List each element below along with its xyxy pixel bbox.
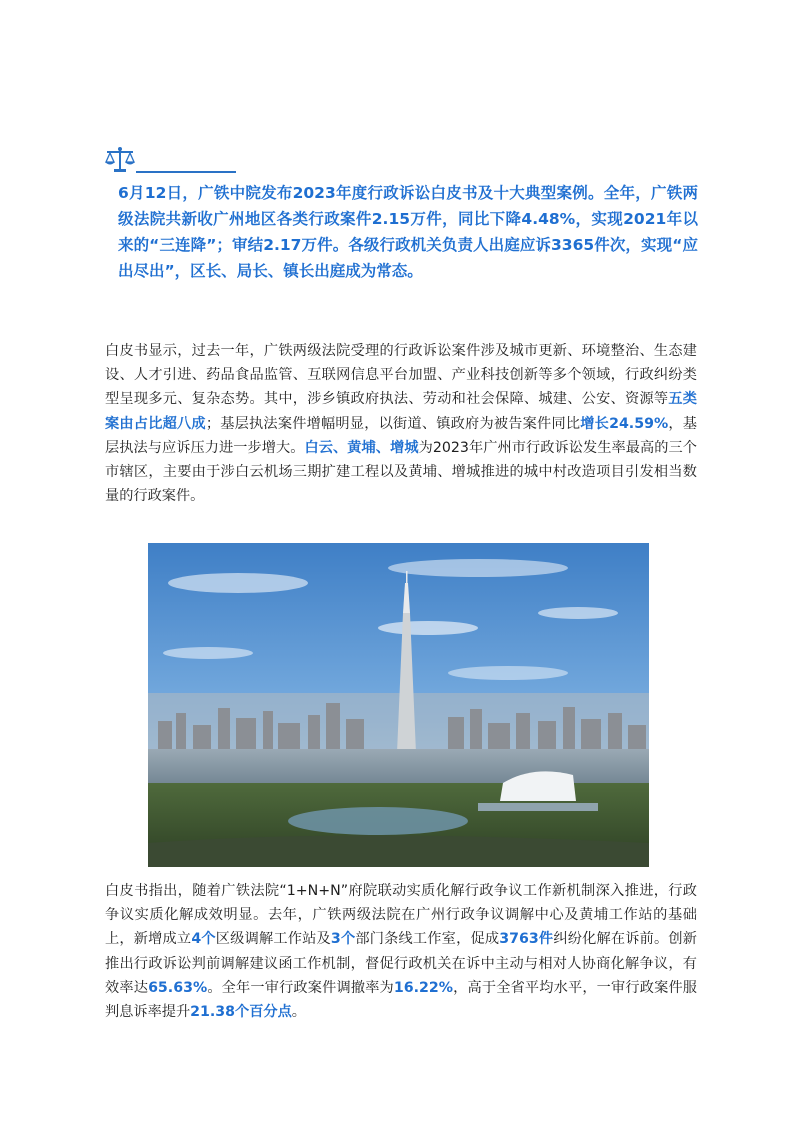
para2-highlight-4: 65.63%	[148, 979, 208, 996]
para1-text-2: ；基层执法案件增幅明显，以街道、镇政府为被告案件同比	[205, 415, 581, 432]
city-skyline-photo	[148, 543, 649, 867]
header-rule	[136, 171, 236, 173]
para2-text-2: 区级调解工作站及	[215, 931, 331, 948]
para2-text-3: 部门条线工作室，促成	[355, 931, 500, 948]
para2-highlight-2: 3个	[330, 931, 356, 948]
para2-highlight-6: 21.38个百分点	[190, 1004, 292, 1021]
para1-text-1: 白皮书显示，过去一年，广铁两级法院受理的行政诉讼案件涉及城市更新、环境整治、生态建设、人才引进、药品食品监管、互联网信息平台加盟、产业科技创新等多个领域，行政纠纷类型呈现多元、复杂态势。其中，涉乡镇政府执法、劳动和社会保障、城建、公安、资源等	[105, 343, 697, 408]
para1-text-3: ，基层执法与应诉压力进一步增大。	[105, 415, 697, 456]
para1-highlight-3: 白云、黄埔、增城	[304, 439, 419, 456]
para1-text-4: 为2023年广州市行政诉讼发生率最高的三个市辖区，主要由于涉白云机场三期扩建工程以及黄埔、增城推进的城中村改造项目引发相当数量的行政案件。	[105, 439, 697, 505]
para2-highlight-5: 16.22%	[393, 979, 453, 996]
para2-highlight-3: 3763件	[499, 931, 554, 948]
body-paragraph-1	[105, 339, 697, 508]
para1-highlight-1: 五类案由占比超八成	[105, 391, 697, 432]
para2-text-6: ，高于全省平均水平，一审行政案件服判息诉率提升	[105, 979, 697, 1021]
para2-text-7: 。	[291, 1004, 306, 1021]
body-paragraph-2	[105, 879, 697, 1024]
para2-text-5: 。全年一审行政案件调撤率为	[207, 979, 394, 996]
para1-highlight-2: 增长24.59%	[580, 415, 669, 432]
intro-summary: 6月12日，广铁中院发布2023年度行政诉讼白皮书及十大典型案例。全年，广铁两级法院共新收广州地区各类行政案件2.15万件，同比下降4.48%，实现2021年以来的“三连降”；审结2.17万件。各级行政机关负责人出庭应诉3365件次，实现“应出尽出”，区长、局长、镇长出庭成为常态。	[118, 184, 698, 280]
para2-text-4: 纠纷化解在诉前。创新推出行政诉讼判前调解建议函工作机制，督促行政机关在诉中主动与相对人协商化解争议，有效率达	[105, 931, 697, 996]
para2-text-1: 白皮书指出，随着广铁法院“1+N+N”府院联动实质化解行政争议工作新机制深入推进，行政争议实质化解成效明显。去年，广铁两级法院在广州行政争议调解中心及黄埔工作站的基础上，新增成立	[105, 883, 697, 948]
header-decoration	[104, 146, 236, 176]
scales-of-justice-icon	[104, 146, 136, 174]
para2-highlight-1: 4个	[191, 931, 216, 948]
